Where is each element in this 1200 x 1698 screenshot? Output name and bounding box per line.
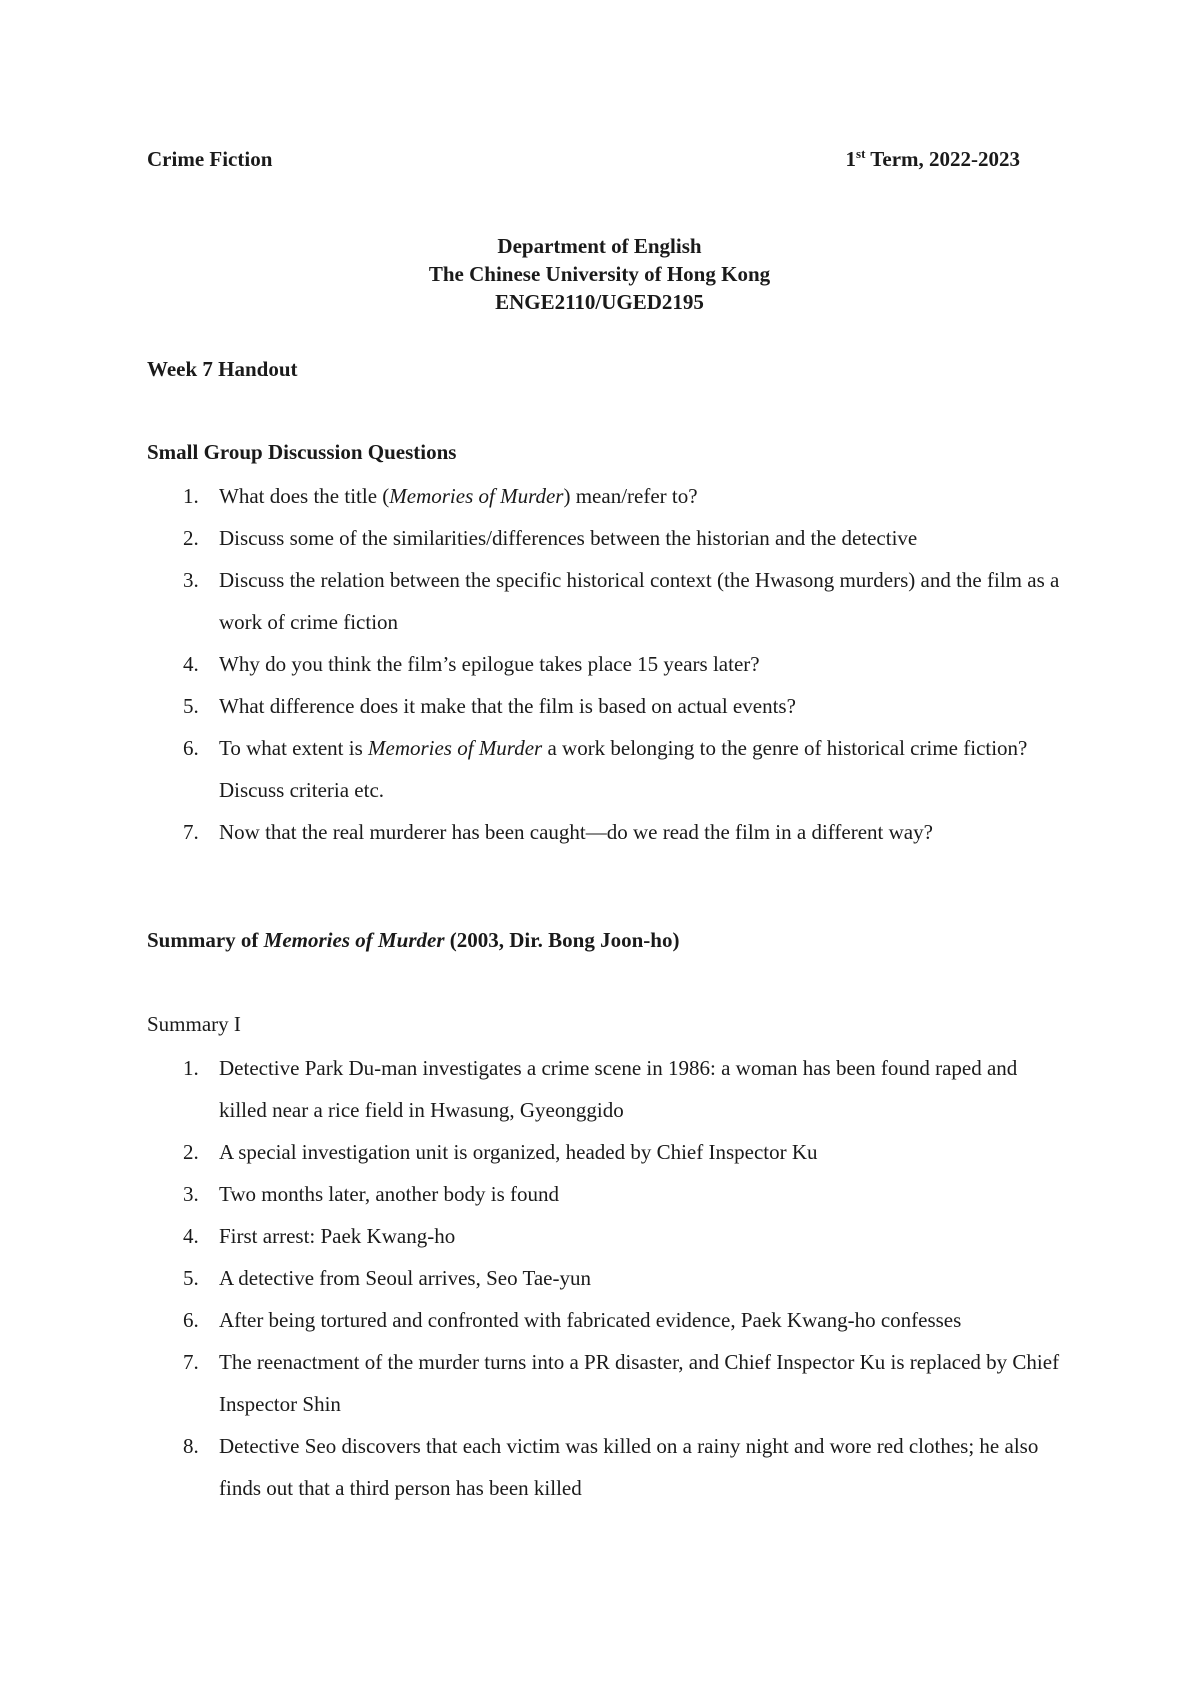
summary-text: Detective Seo discovers that each victim was killed on a rainy night and wore red clothes; he also finds out that a third person has been killed xyxy=(219,1434,1039,1500)
list-number: 5. xyxy=(183,1266,199,1290)
list-number: 1. xyxy=(183,1056,199,1080)
term-number: 1 xyxy=(845,147,857,171)
summary-text: First arrest: Paek Kwang-ho xyxy=(219,1224,456,1248)
question-text: Why do you think the film’s epilogue takes place 15 years later? xyxy=(219,652,760,676)
discussion-heading: Small Group Discussion Questions xyxy=(147,440,457,464)
summary-heading xyxy=(147,928,679,953)
list-number: 4. xyxy=(183,652,199,676)
course-codes: ENGE2110/UGED2195 xyxy=(495,290,704,314)
university: The Chinese University of Hong Kong xyxy=(428,262,771,286)
summary-heading-pre: Summary of xyxy=(147,928,264,952)
discussion-question-list xyxy=(147,475,1067,853)
list-item xyxy=(147,517,1067,559)
question-text: To what extent is xyxy=(219,736,368,760)
summary-heading-italic: Memories of Murder xyxy=(263,928,445,952)
question-italic: Memories of Murder xyxy=(368,736,543,760)
term-suffix: st xyxy=(856,146,866,161)
list-item xyxy=(147,1257,1067,1299)
list-item xyxy=(147,727,1067,811)
list-item xyxy=(147,643,1067,685)
summary-text: A special investigation unit is organized, headed by Chief Inspector Ku xyxy=(219,1140,818,1164)
list-number: 2. xyxy=(183,526,199,550)
question-text: What difference does it make that the film is based on actual events? xyxy=(219,694,796,718)
term-label xyxy=(846,147,1020,172)
course-title: Crime Fiction xyxy=(147,147,273,171)
list-item xyxy=(147,559,1067,643)
question-text: Now that the real murderer has been caught—do we read the film in a different way? xyxy=(219,820,933,844)
institution-block xyxy=(147,232,1052,316)
summary-text: The reenactment of the murder turns into a PR disaster, and Chief Inspector Ku is replaced by Chief Inspector Shin xyxy=(219,1350,1060,1416)
summary-text: Two months later, another body is found xyxy=(219,1182,560,1206)
list-number: 8. xyxy=(183,1434,199,1458)
list-item xyxy=(147,1047,1067,1131)
list-item xyxy=(147,1173,1067,1215)
list-number: 6. xyxy=(183,1308,199,1332)
list-number: 4. xyxy=(183,1224,199,1248)
list-number: 3. xyxy=(183,1182,199,1206)
list-item xyxy=(147,1425,1067,1509)
summary-text: A detective from Seoul arrives, Seo Tae-yun xyxy=(219,1266,591,1290)
question-italic: Memories of Murder xyxy=(389,484,564,508)
list-number: 1. xyxy=(183,484,199,508)
list-number: 7. xyxy=(183,1350,199,1374)
list-item xyxy=(147,685,1067,727)
question-text: ) mean/refer to? xyxy=(563,484,698,508)
list-item xyxy=(147,1215,1067,1257)
week-title: Week 7 Handout xyxy=(147,357,298,381)
department: Department of English xyxy=(497,234,702,258)
list-item xyxy=(147,1341,1067,1425)
list-number: 3. xyxy=(183,568,199,592)
list-number: 5. xyxy=(183,694,199,718)
question-text: What does the title ( xyxy=(219,484,390,508)
summary-label: Summary I xyxy=(147,1012,241,1036)
question-text: Discuss the relation between the specific historical context (the Hwasong murders) and the film as a work of crime fiction xyxy=(219,568,1060,634)
term-rest: Term, 2022-2023 xyxy=(865,147,1020,171)
list-item xyxy=(147,1131,1067,1173)
header-row xyxy=(147,147,1020,177)
summary-text: After being tortured and confronted with fabricated evidence, Paek Kwang-ho confesses xyxy=(219,1308,962,1332)
list-item xyxy=(147,1299,1067,1341)
list-item xyxy=(147,475,1067,517)
question-text: a work belonging to the genre of historical crime fiction? Discuss criteria etc. xyxy=(219,736,1028,802)
summary-text: Detective Park Du-man investigates a crime scene in 1986: a woman has been found raped and killed near a rice field in Hwasung, Gyeonggido xyxy=(219,1056,1018,1122)
list-number: 6. xyxy=(183,736,199,760)
list-number: 2. xyxy=(183,1140,199,1164)
list-item xyxy=(147,811,1067,853)
list-number: 7. xyxy=(183,820,199,844)
question-text: Discuss some of the similarities/differences between the historian and the detective xyxy=(219,526,918,550)
summary-heading-post: (2003, Dir. Bong Joon-ho) xyxy=(444,928,680,952)
summary-list xyxy=(147,1047,1067,1509)
